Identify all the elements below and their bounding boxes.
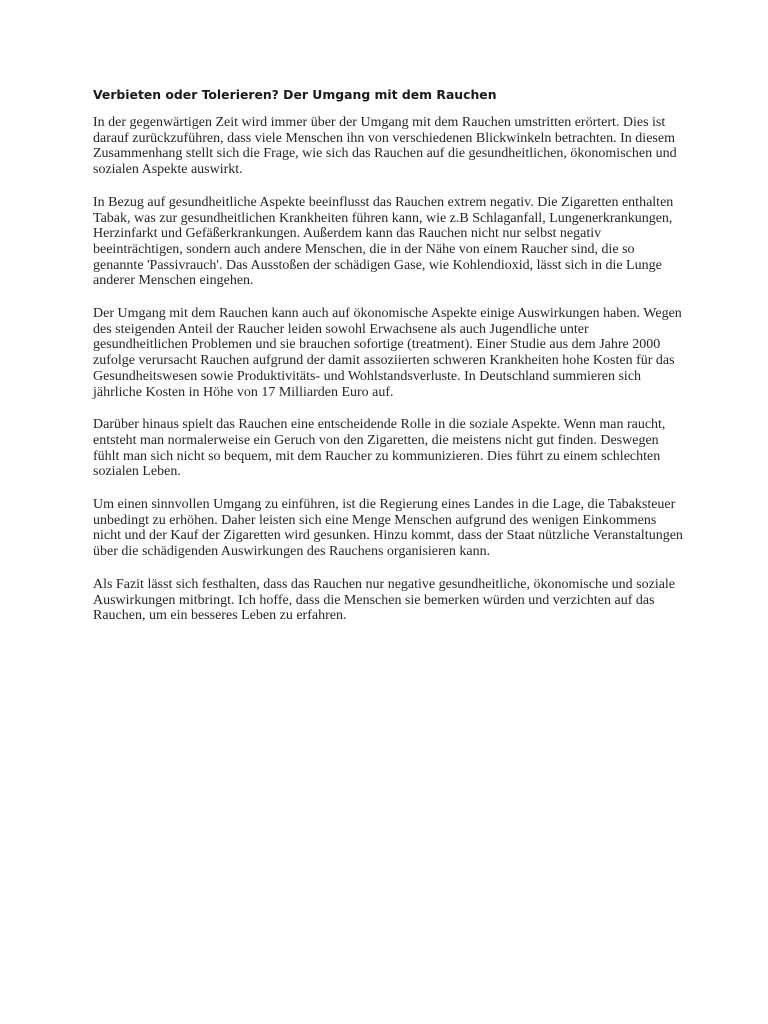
paragraph-health: In Bezug auf gesundheitliche Aspekte beeinflusst das Rauchen extrem negativ. Die Zigaretten enthalten Tabak, was zur gesundheitlichen Krankheiten führen kann, wie z.B Schlaganfall, Lungenerkrankungen, Herzinfarkt und Gefäßerkrankungen. Außerdem kann das Rauchen nicht nur selbst negativ beeinträchtigen, sondern auch andere Menschen, die in der Nähe von einem Raucher sind, die so genannte 'Passivrauch'. Das Ausstoßen der schädigen Gase, wie Kohlendioxid, lässt sich in die Lunge anderer Menschen eingehen. <box>93 194 674 289</box>
paragraph-measures: Um einen sinnvollen Umgang zu einführen, ist die Regierung eines Landes in die Lage, die Tabaksteuer unbedingt zu erhöhen. Daher leisten sich eine Menge Menschen aufgrund des wenigen Einkommens nicht und der Kauf der Zigaretten wird gesunken. Hinzu kommt, dass der Staat nützliche Veranstaltungen über die schädigenden Auswirkungen des Rauchens organisieren kann. <box>93 497 683 560</box>
paragraph-intro: In der gegenwärtigen Zeit wird immer über der Umgang mit dem Rauchen umstritten erörtert. Dies ist darauf zurückzuführen, dass viele Menschen ihn von verschiedenen Blickwinkeln betrachten. In diesem Zusammenhang stellt sich die Frage, wie sich das Rauchen auf die gesundheitlichen, ökonomischen und sozialen Aspekte auswirkt. <box>93 115 677 178</box>
document-title: Verbieten oder Tolerieren? Der Umgang mit dem Rauchen <box>93 87 497 102</box>
paragraph-economic: Der Umgang mit dem Rauchen kann auch auf ökonomische Aspekte einige Auswirkungen haben. Wegen des steigenden Anteil der Raucher leiden sowohl Erwachsene als auch Jugendliche unter gesundheitlichen Problemen und sie brauchen sofortige (treatment). Einer Studie aus dem Jahre 2000 zufolge verursacht Rauchen aufgrund der damit assoziierten schweren Krankheiten hohe Kosten für das Gesundheitswesen sowie Produktivitäts- und Wohlstandsverluste. In Deutschland summieren sich jährliche Kosten in Höhe von 17 Milliarden Euro auf. <box>93 306 682 400</box>
paragraph-social: Darüber hinaus spielt das Rauchen eine entscheidende Rolle in die soziale Aspekte. Wenn man raucht, entsteht man normalerweise ein Geruch von den Zigaretten, die meistens nicht gut finden. Deswegen fühlt man sich nicht so bequem, mit dem Raucher zu kommunizieren. Dies führt zu einem schlechten sozialen Leben. <box>93 417 666 480</box>
document-body <box>93 87 683 624</box>
paragraph-conclusion: Als Fazit lässt sich festhalten, dass das Rauchen nur negative gesundheitliche, ökonomische und soziale Auswirkungen mitbringt. Ich hoffe, dass die Menschen sie bemerken würden und verzichten auf das Rauchen, um ein besseres Leben zu erfahren. <box>93 576 676 624</box>
